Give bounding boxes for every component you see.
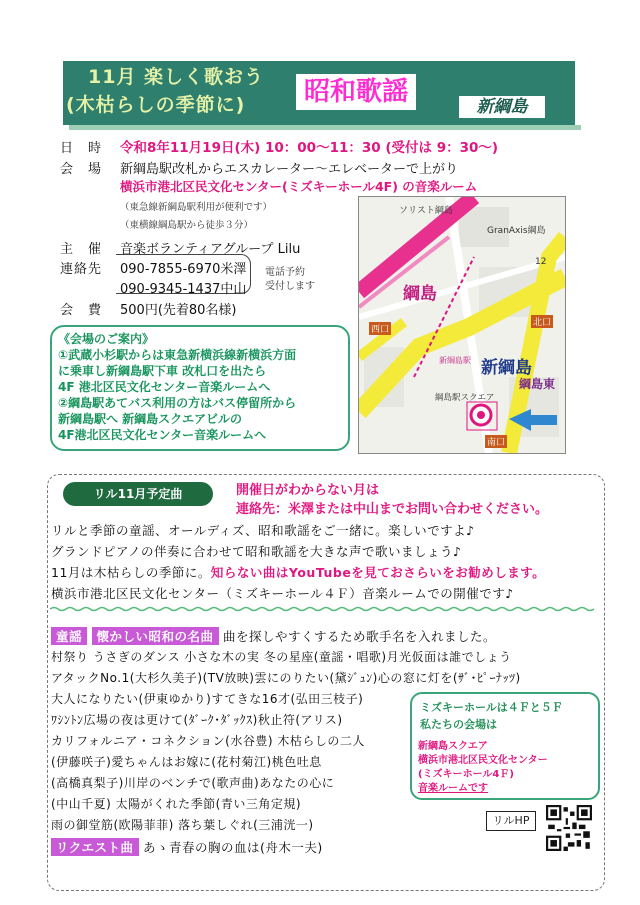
map-label-station: 新綱島駅 [439,356,471,365]
tag-showa-classics: 懐かしい昭和の名曲 [92,627,219,645]
qr-code-icon [546,805,592,851]
mizuki-line5: (ミズキーホール4Ｆ) [418,769,514,780]
fee-value: 500円(先着80名様) [120,303,237,318]
venue-line2: 横浜市港北区民文化センター(ミズキーホール4F) の音楽ルーム [120,179,478,194]
request-line [51,838,323,856]
guide-line: に乗車し新綱島駅下車 改札口を出たら [58,364,267,378]
header-title-line2: (木枯らしの季節に) [66,94,246,116]
map-label-tsunashima: 綱島 [403,284,437,304]
guide-line: ①武蔵小杉駅からは東急新横浜線新横浜方面 [58,348,297,362]
songs-header [51,627,496,645]
mizuki-line3: 新綱島スクエア [418,741,488,752]
request-song: あゝ青春の胸の血は(舟木一夫) [143,840,323,855]
song-line: カリフォルニア・コネクション(水谷豊) 木枯らしの二人 [51,734,365,748]
header-location-tag: 新綱島 [459,96,545,118]
header-showa-title: 昭和歌謡 [296,74,416,110]
date-label: 日 時 [60,141,103,156]
guide-line: 4F港北区民文化センター音楽ルームへ [58,428,267,442]
guide-line: 《会場のご案内》 [58,332,155,346]
schedule-body-1: リルと季節の童謡、オールディズ、昭和歌謡をご一緒に。楽しいですよ♪ [51,523,475,538]
song-line: (伊藤咲子)愛ちゃんはお嫁に(花村菊江)桃色吐息 [51,755,322,769]
map-label-sotetsu: ソリスト綱島 [399,206,453,216]
schedule-body-2: グランドピアノの伴奏に合わせて昭和歌謡を大きな声で歌いましょう♪ [51,544,462,559]
mizuki-line2: 私たちの会場は [420,718,497,731]
song-line: アタックNo.1(大杉久美子)(TV放映)雲にのりたい(黛ｼﾞｭﾝ)心の窓に灯を(ｻﾞ･ﾋﾟｰﾅｯﾂ) [51,671,521,685]
organizer-value: 音楽ボランティアグループ Lilu [120,242,301,257]
mizuki-line1: ミズキーホールは４Ｆと５Ｆ [420,701,563,714]
map-label-shintsunashima: 新綱島 [481,358,532,378]
songs-intro: 曲を探しやすくするため歌手名を入れました。 [223,629,497,644]
guide-line: 新綱島駅へ 新綱島スクエアビルの [58,412,242,426]
guide-line: ②綱島駅あてバス利用の方はバス停留所から [58,396,297,410]
song-line: 雨の御堂筋(欧陽菲菲) 落ち葉しぐれ(三浦洸一) [51,818,314,832]
wavy-divider [50,606,598,612]
venue-label: 会 場 [60,162,103,177]
map-label-granaxis: GranAxis綱島 [487,226,546,236]
map-label-square: 綱島駅スクエア [435,393,495,403]
phone-1: 090-7855-6970米澤 [120,262,247,277]
header-shadow [69,125,581,130]
schedule-body-4: 横浜市港北区民文化センター（ミズキーホール４Ｆ）音楽ルームでの開催です♪ [51,586,514,601]
song-line: (高橋真梨子)川岸のベンチで(歌声曲)あなたの心に [51,776,335,790]
song-line: 村祭り うさぎのダンス 小さな木の実 冬の星座(童謡・唱歌)月光仮面は誰でしょう [51,650,512,664]
schedule-note-1: 開催日がわからない月は [236,483,380,498]
phone-2: 090-9345-1437中山 [120,282,247,297]
access-note-2: （東横線綱島駅から徒歩３分） [120,220,254,231]
fee-label: 会 費 [60,303,103,318]
mizuki-line6: 音楽ルームです [418,783,488,794]
tag-doyo: 童謡 [51,627,87,645]
schedule-note-2: 連絡先：米澤または中山までお問い合わせください。 [236,502,549,517]
map-label-12: 12 [535,257,547,267]
area-map [358,196,566,454]
venue-line1: 新綱島駅改札からエスカレーター〜エレベーターで上がり [120,162,459,177]
access-note-1: （東急線新綱島駅利用が便利です） [120,202,273,213]
guide-line: 4F 港北区民文化センター音楽ルームへ [58,380,271,394]
song-line: 大人になりたい(伊東ゆかり)すてきな16才(弘田三枝子) [51,692,364,706]
schedule-body-3: 11月は木枯らしの季節に。知らない曲はYouTubeを見ておさらいをお勧めします。 [51,565,546,580]
phone-note-2: 受付します [265,281,315,292]
lilu-hp-label: リルHP [486,811,536,831]
song-line: ﾜｼﾝﾄﾝ広場の夜は更けて(ﾀﾞｰｸ･ﾀﾞｯｸｽ)秋止符(アリス) [51,713,343,727]
schedule-pill: リル11月予定曲 [63,482,213,506]
mizuki-line4: 横浜市港北区民文化センター [418,755,548,766]
map-label-minamiguchi: 南口 [485,435,507,448]
organizer-label: 主 催 [60,242,103,257]
map-label-nishiguchi: 西口 [369,322,391,335]
map-label-kitaguchi: 北口 [531,315,553,328]
date-value: 令和8年11月19日(木) 10：00〜11：30 (受付は 9：30〜) [120,140,499,156]
song-line: (中山千夏) 太陽がくれた季節(青い三角定規) [51,797,302,811]
tag-request: リクエスト曲 [51,838,139,856]
contact-label: 連絡先 [60,262,103,277]
map-label-tsunashima-east: 綱島東 [519,377,556,391]
header-title-line1: 11月 楽しく歌おう [88,66,265,88]
phone-note-1: 電話予約 [265,267,305,278]
